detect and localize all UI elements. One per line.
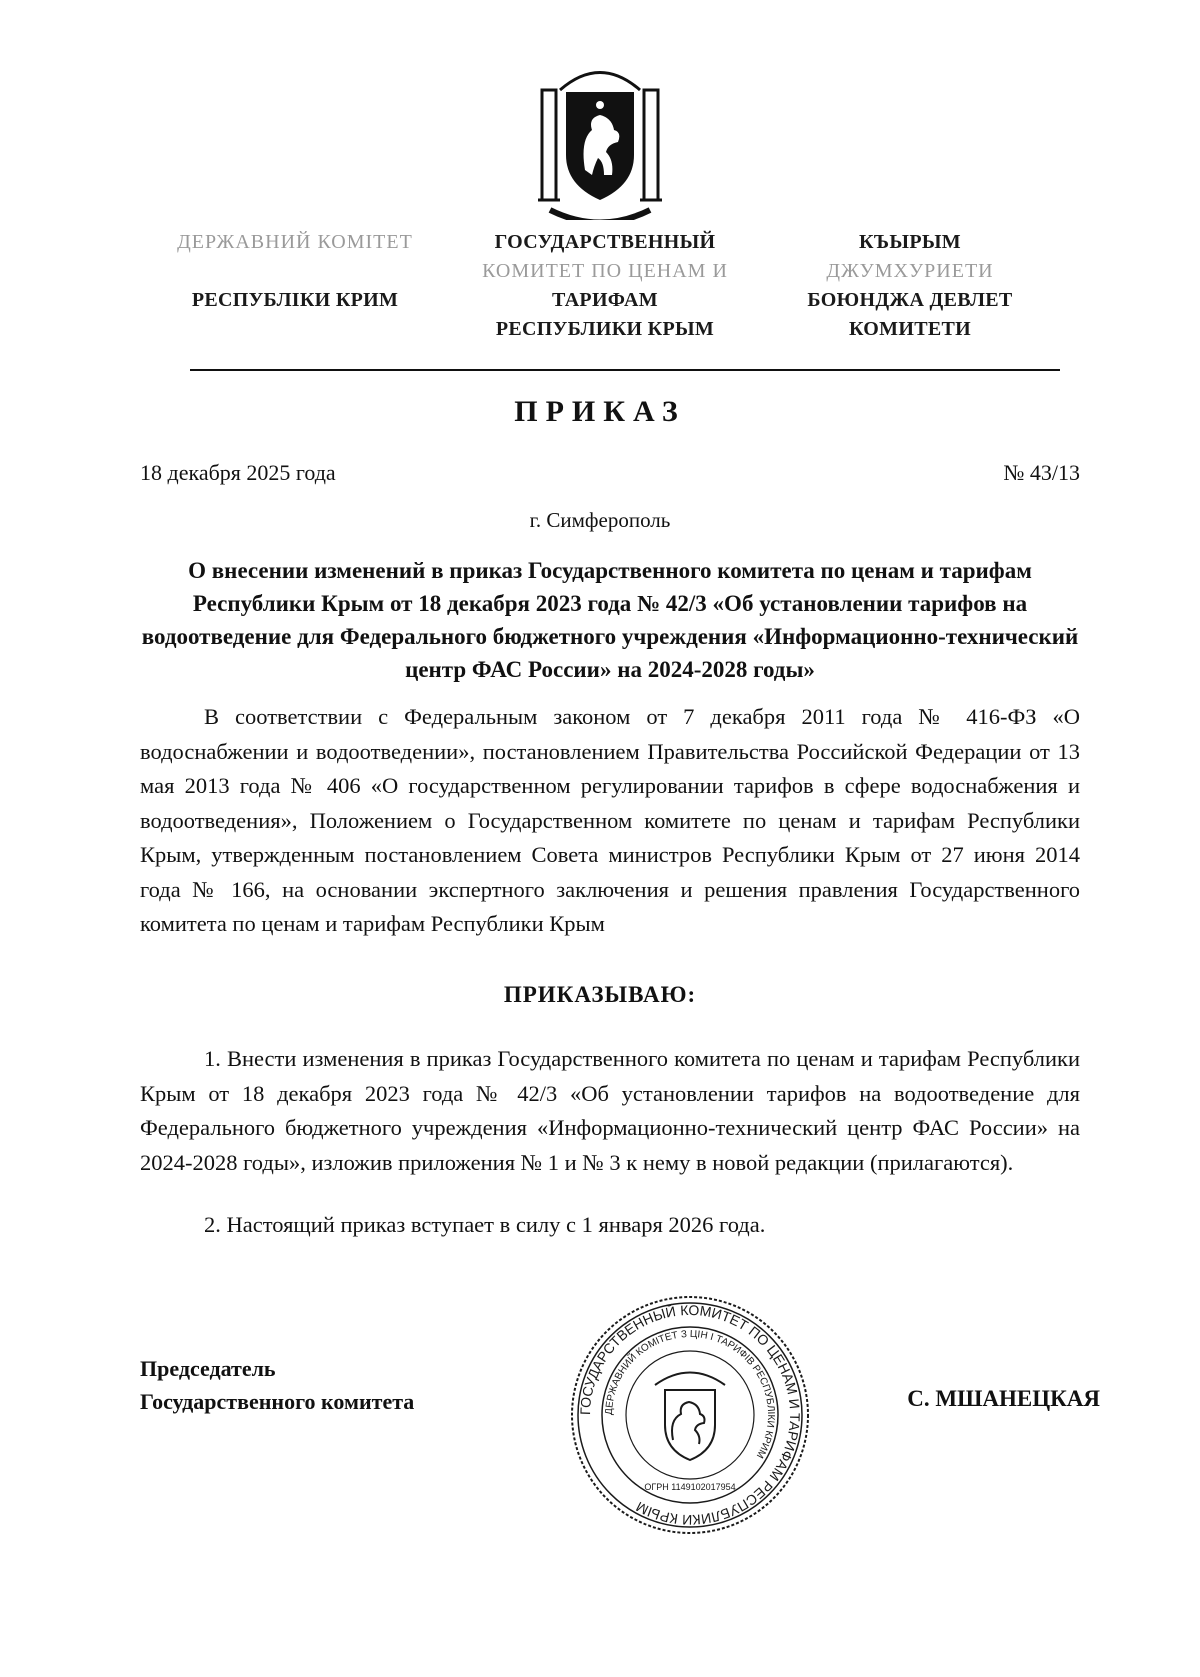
seal-ogrn: ОГРН 1149102017954	[644, 1482, 736, 1492]
header-left-line-2	[150, 257, 440, 286]
header-middle-line-4: РЕСПУБЛИКИ КРЫМ	[495, 318, 715, 340]
document-number: № 43/13	[1003, 460, 1080, 485]
order-item-2: 2. Настоящий приказ вступает в силу с 1 января 2026 года.	[204, 1212, 766, 1237]
seal-outer-text: ГОСУДАРСТВЕННЫЙ КОМИТЕТ ПО ЦЕНАМ И ТАРИФАМ РЕСПУБЛИКИ КРЫМ	[576, 1301, 804, 1529]
signature-position-line-1: Председатель	[140, 1356, 276, 1381]
signature-name: С. МШАНЕЦКАЯ	[907, 1386, 1100, 1411]
header-right-line-2: ДЖУМХУРИЕТИ	[826, 260, 994, 282]
header-left-line-3: РЕСПУБЛІКИ КРИМ	[191, 289, 399, 311]
header-right-line-4: КОМИТЕТИ	[849, 318, 971, 340]
header-right-line-1: КЪЫРЫМ	[859, 231, 961, 253]
official-seal-stamp	[565, 1290, 815, 1540]
header-left-line-1: ДЕРЖАВНИЙ КОМІТЕТ	[177, 231, 413, 253]
document-date: 18 декабря 2025 года	[140, 460, 336, 485]
document-title: ПРИКАЗ	[514, 395, 686, 428]
signature-position-line-2: Государственного комитета	[140, 1389, 415, 1414]
preamble-paragraph: В соответствии с Федеральным законом от 7 декабря 2011 года № 416-ФЗ «О водоснабжении и водоотведении», постановлением Правительства Российской Федерации от 13 мая 2013 года № 406 «О государственном регулировании тарифов в сфере водоснабжения и водоотведения», Положением о Государственном комитете по ценам и тарифам Республики Крым, утвержденным постановлением Совета министров Республики Крым от 27 июня 2014 года № 166, на основании экспертного заключения и решения правления Государственного комитета по ценам и тарифам Республики Крым	[140, 704, 1080, 936]
header-middle-line-1: ГОСУДАРСТВЕННЫЙ	[494, 231, 716, 253]
order-heading: ПРИКАЗЫВАЮ:	[503, 982, 697, 1007]
document-subject: О внесении изменений в приказ Государственного комитета по ценам и тарифам Республики Крым от 18 декабря 2023 года № 42/3 «Об установлении тарифов на водоотведение для Федерального бюджетного учреждения «Информационно-технический центр ФАС России» на 2024-2028 годы»	[141, 558, 1079, 682]
header-middle-line-3: ТАРИФАМ	[552, 289, 658, 311]
order-item-1: 1. Внести изменения в приказ Государственного комитета по ценам и тарифам Республики Крым от 18 декабря 2023 года № 42/3 «Об установлении тарифов на водоотведение для Федерального бюджетного учреждения «Информационно-технический центр ФАС России» на 2024-2028 годы», изложив приложения № 1 и № 3 к нему в новой редакции (прилагаются).	[140, 1046, 1080, 1175]
seal-inner-text: ДЕРЖАВНИЙ КОМІТЕТ З ЦІН І ТАРИФІВ РЕСПУБЛІКИ КРИМ	[603, 1328, 777, 1460]
coat-of-arms-emblem	[530, 60, 670, 220]
header-left-column	[150, 228, 440, 315]
signature-position	[140, 1352, 414, 1418]
header-right-line-3: БОЮНДЖА ДЕВЛЕТ	[807, 289, 1013, 311]
header-divider	[190, 369, 1060, 371]
header-middle-line-2: КОМИТЕТ ПО ЦЕНАМ И	[482, 260, 728, 282]
header-right-column	[760, 228, 1060, 344]
header-middle-column	[460, 228, 750, 344]
document-city: г. Симферополь	[529, 508, 671, 532]
